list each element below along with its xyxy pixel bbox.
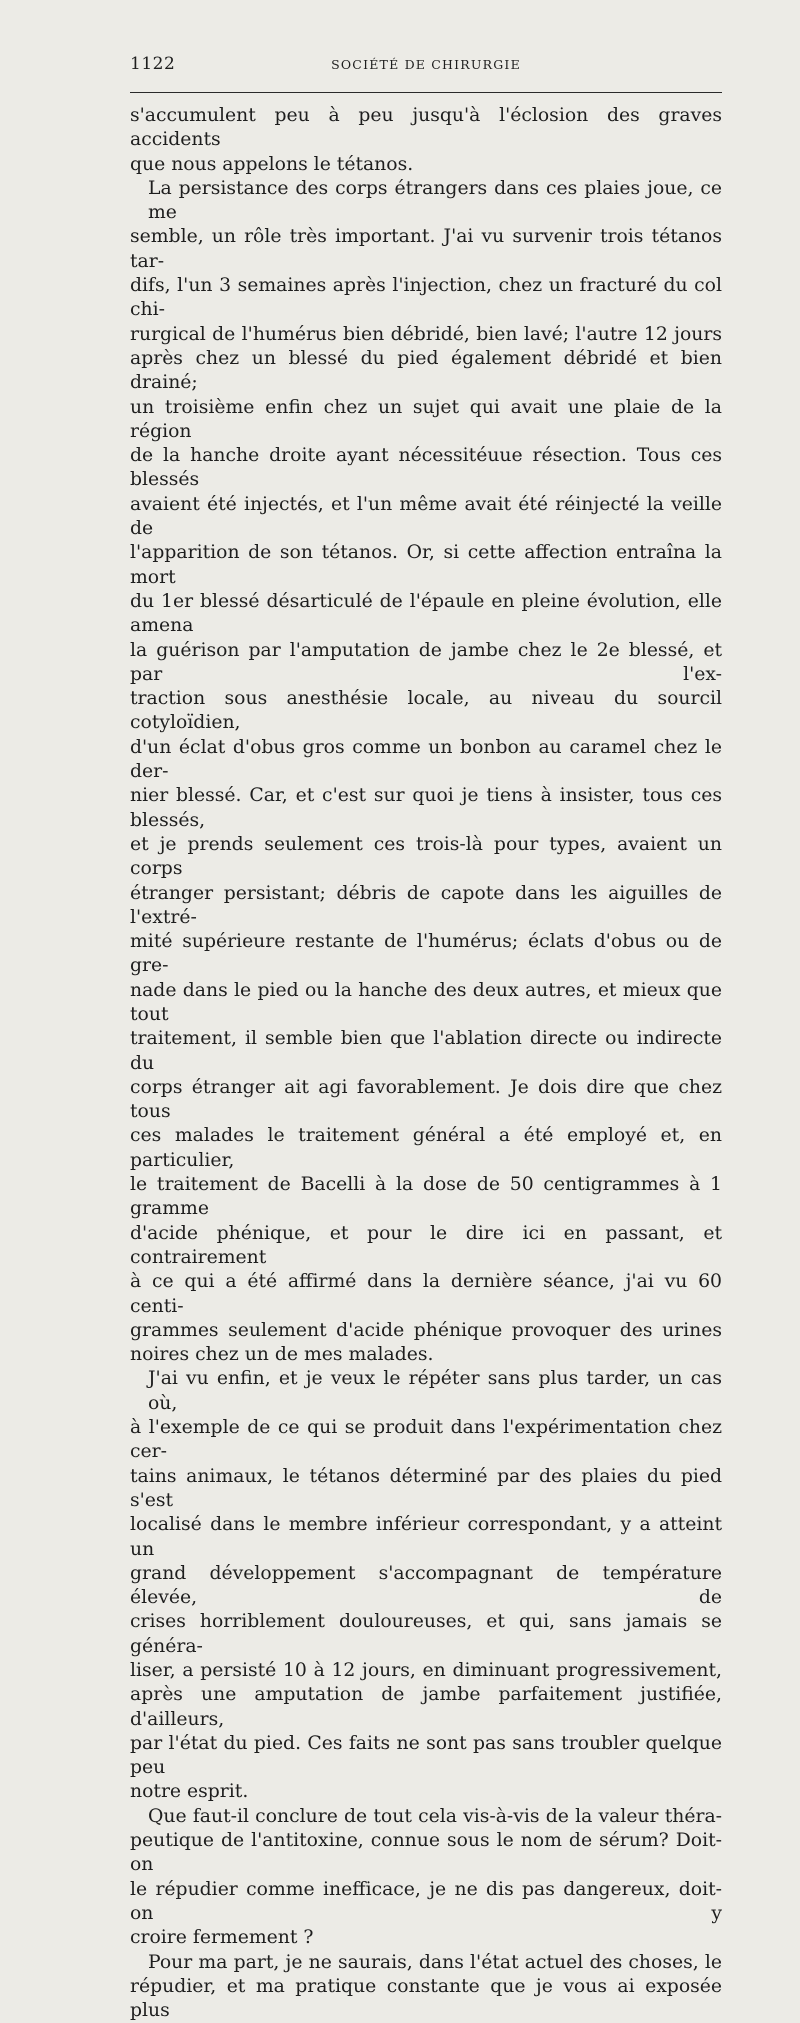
text-line: du 1er blessé désarticulé de l'épaule en pleine évolution, elle amena: [130, 590, 722, 637]
text-line: difs, l'un 3 semaines après l'injection, chez un fracturé du col chi-: [130, 275, 722, 321]
text-line: notre esprit.: [130, 1781, 249, 1803]
text-line: le répudier comme inefficace, je ne dis pas dangereux, doit-on y: [130, 1878, 722, 1924]
text-line: après chez un blessé du pied également débridé et bien drainé;: [130, 347, 722, 394]
text-line: d'acide phénique, et pour le dire ici en passant, et contrairement: [130, 1222, 722, 1268]
body-text: [130, 104, 722, 2023]
text-line: peutique de l'antitoxine, connue sous le nom de sérum? Doit-on: [130, 1830, 722, 1876]
text-line: La persistance des corps étrangers dans ces plaies joue, ce me: [148, 177, 722, 224]
text-line: l'apparition de son tétanos. Or, si cette affection entraîna la mort: [130, 542, 722, 588]
text-line: liser, a persisté 10 à 12 jours, en diminuant progressivement,: [130, 1660, 722, 1681]
text-line: avaient été injectés, et l'un même avait été réinjecté la veille de: [130, 493, 722, 540]
text-line: s'accumulent peu à peu jusqu'à l'éclosion des graves accidents: [130, 105, 722, 151]
paragraph: [130, 177, 722, 1368]
text-line: le traitement de Bacelli à la dose de 50 centigrammes à 1 gramme: [130, 1174, 722, 1220]
text-line: par l'état du pied. Ces faits ne sont pas sans troubler quelque peu: [130, 1732, 722, 1779]
text-line: de la hanche droite ayant nécessitéuue résection. Tous ces blessés: [130, 445, 722, 491]
text-line: Que faut-il conclure de tout cela vis-à-vis de la valeur théra-: [148, 1805, 722, 1827]
text-line: la guérison par l'amputation de jambe chez le 2e blessé, et par l'ex-: [130, 639, 722, 685]
text-line: noires chez un de mes malades.: [130, 1344, 434, 1366]
text-line: grammes seulement d'acide phénique provoquer des urines: [130, 1319, 722, 1341]
text-line: J'ai vu enfin, et je veux le répéter sans plus tarder, un cas où,: [148, 1368, 722, 1414]
paragraph: [130, 1367, 722, 1804]
text-line: répudier, et ma pratique constante que je vous ai exposée plus: [130, 1975, 722, 2022]
text-line: crises horriblement douloureuses, et qui, sans jamais se généra-: [130, 1611, 722, 1657]
text-line: semble, un rôle très important. J'ai vu survenir trois tétanos tar-: [130, 226, 722, 272]
text-line: à l'exemple de ce qui se produit dans l'expérimentation chez cer-: [130, 1417, 722, 1463]
paragraph: [130, 1805, 722, 1951]
text-line: localisé dans le membre inférieur correspondant, y a atteint un: [130, 1514, 722, 1560]
paragraph: [130, 104, 722, 177]
text-line: et je prends seulement ces trois-là pour types, avaient un corps: [130, 833, 722, 880]
page-header: [130, 54, 722, 78]
text-line: tains animaux, le tétanos déterminé par des plaies du pied s'est: [130, 1465, 722, 1511]
text-line: grand développement s'accompagnant de température élevée, de: [130, 1562, 722, 1609]
text-line: traction sous anesthésie locale, au niveau du sourcil cotyloïdien,: [130, 688, 722, 734]
text-line: ces malades le traitement général a été employé et, en particulier,: [130, 1125, 722, 1171]
header-rule: [130, 92, 722, 93]
text-line: d'un éclat d'obus gros comme un bonbon au caramel chez le der-: [130, 736, 722, 783]
text-line: après une amputation de jambe parfaitement justifiée, d'ailleurs,: [130, 1684, 722, 1730]
text-line: étranger persistant; débris de capote dans les aiguilles de l'extré-: [130, 882, 722, 928]
text-line: rurgical de l'humérus bien débridé, bien lavé; l'autre 12 jours: [130, 323, 722, 345]
text-line: traitement, il semble bien que l'ablation directe ou indirecte du: [130, 1028, 722, 1074]
text-line: à ce qui a été affirmé dans la dernière séance, j'ai vu 60 centi-: [130, 1271, 722, 1317]
text-line: croire fermement ?: [130, 1927, 314, 1949]
paragraph: [130, 1951, 722, 2023]
text-line: nade dans le pied ou la hanche des deux autres, et mieux que tout: [130, 979, 722, 1025]
text-line: Pour ma part, je ne saurais, dans l'état actuel des choses, le: [148, 1951, 722, 1973]
text-line: nier blessé. Car, et c'est sur quoi je tiens à insister, tous ces blessés,: [130, 785, 722, 831]
page-number: 1122: [130, 54, 176, 74]
text-line: corps étranger ait agi favorablement. Je dois dire que chez tous: [130, 1076, 722, 1123]
text-line: mité supérieure restante de l'humérus; éclats d'obus ou de gre-: [130, 931, 722, 977]
text-line: que nous appelons le tétanos.: [130, 153, 414, 175]
running-head: SOCIÉTÉ DE CHIRURGIE: [331, 57, 521, 72]
text-line: un troisième enfin chez un sujet qui avait une plaie de la région: [130, 396, 722, 442]
